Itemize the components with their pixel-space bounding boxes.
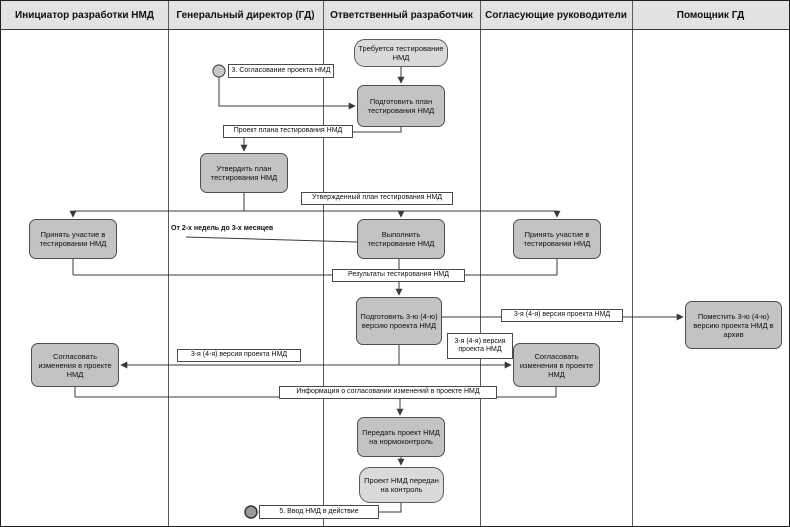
label-end-event: 5. Ввод НМД в действие [259,505,379,519]
state-project-sent: Проект НМД передан на контроль [359,467,444,503]
label-testing-results: Результаты тестирования НМД [332,269,465,282]
start-event-circle [213,65,225,77]
task-send-to-normcontrol: Передать проект НМД на нормоконтроль [357,417,445,457]
lane-header-initiator: Инициатор разработки НМД [1,1,168,29]
label-test-plan-draft: Проект плана тестирования НМД [223,125,353,138]
task-participate-testing-approvers: Принять участие в тестировании НМД [513,219,601,259]
task-prepare-version: Подготовить 3-ю (4-ю) версию проекта НМД [356,297,442,345]
task-approve-test-plan: Утвердить план тестирования НМД [200,153,288,193]
label-version-to-initiator: 3-я (4-я) версия проекта НМД [177,349,301,362]
lane-header-developer: Ответственный разработчик [323,1,480,29]
annotation-line [186,237,357,242]
task-approve-changes-approvers: Согласовать изменения в проекте НМД [513,343,600,387]
task-prepare-test-plan: Подготовить план тестирования НМД [357,85,445,127]
label-approved-test-plan: Утвержденный план тестирования НМД [301,192,453,205]
label-version-to-archive: 3-я (4-я) версия проекта НМД [501,309,623,322]
state-testing-required: Требуется тестирование НМД [354,39,448,67]
lane-header-approvers: Согласующие руководители [480,1,632,29]
label-version-to-approvers: 3-я (4-я) версия проекта НМД [447,333,513,359]
lane-header-director: Генеральный директор (ГД) [168,1,323,29]
connector-start-to-prepare-plan [219,77,355,106]
label-start-event: 3. Согласование проекта НМД [228,64,334,78]
task-perform-testing: Выполнить тестирование НМД [357,219,445,259]
task-participate-testing-initiator: Принять участие в тестировании НМД [29,219,117,259]
duration-annotation: От 2-х недель до 3-х месяцев [171,225,274,232]
task-archive-version: Поместить 3-ю (4-ю) версию проекта НМД в архив [685,301,782,349]
label-changes-info: Информация о согласовании изменений в проекте НМД [279,386,497,399]
end-event-circle [245,506,257,518]
lane-header-assistant: Помощник ГД [632,1,789,29]
task-approve-changes-initiator: Согласовать изменения в проекте НМД [31,343,119,387]
